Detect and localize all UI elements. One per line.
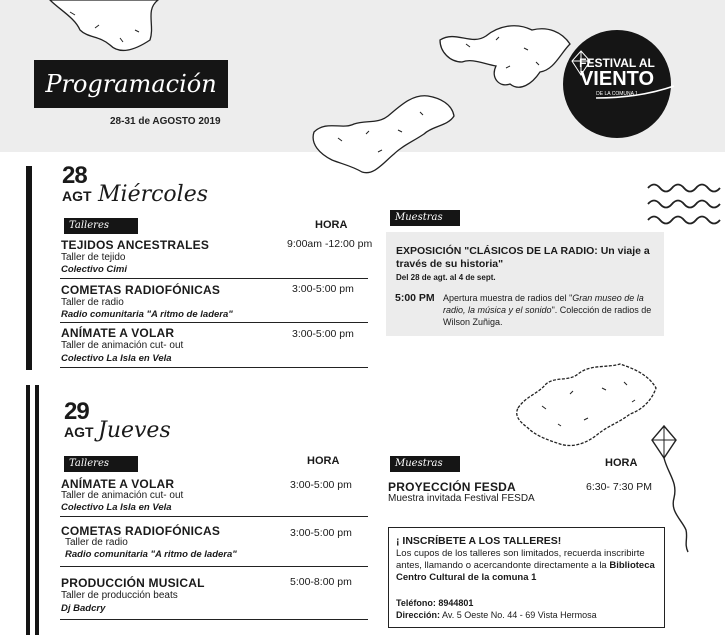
island-illustration-day2 [512,360,662,452]
day1-event-2-org: Radio comunitaria "A ritmo de ladera" [61,309,233,320]
day1-event-1-org: Colectivo Cimi [61,264,127,275]
island-illustration-center [308,90,458,180]
logo-line-1: FESTIVAL AL [579,56,655,70]
day2-event-3-time: 5:00-8:00 pm [290,576,352,588]
day2-number: 29 [64,398,89,425]
day2-divider-3 [60,619,368,620]
festival-logo [563,30,671,138]
logo-swoosh [596,86,676,100]
day2-event-3-title: PRODUCCIÓN MUSICAL [61,576,205,590]
island-illustration-top-right [436,18,576,96]
day1-hora-label: HORA [315,219,348,231]
day1-event-2-subtitle: Taller de radio [61,297,124,308]
page-title: Programación [34,60,228,108]
day2-divider-2 [60,566,368,567]
day2-event-2-org: Radio comunitaria "A ritmo de ladera" [65,549,237,560]
day1-event-2-title: COMETAS RADIOFÓNICAS [61,283,221,297]
day2-name: Jueves [98,418,171,443]
day2-event-3-subtitle: Taller de producción beats [61,590,178,601]
day2-month: AGT [64,424,94,440]
day1-divider-1 [60,278,368,279]
inscription-phone: Teléfono: 8944801 [396,598,474,608]
day1-event-3-time: 3:00-5:00 pm [292,328,354,340]
day2-hora-label: HORA [307,455,340,467]
day2-event-1-org: Colectivo La Isla en Vela [61,502,172,513]
day1-month: AGT [62,188,92,204]
day2-event-2-subtitle: Taller de radio [65,537,128,548]
day1-event-3-subtitle: Taller de animación cut- out [61,340,184,351]
day2-event-3-org: Dj Badcry [61,603,106,614]
day2-side-bar-inner [35,385,39,635]
day2-muestras-tag: Muestras [390,456,460,472]
day1-event-2-time: 3:00-5:00 pm [292,283,354,295]
day2-event-2-title: COMETAS RADIOFÓNICAS [61,524,221,538]
event-dates: 28-31 de AGOSTO 2019 [110,116,221,127]
day2-muestra-subtitle: Muestra invitada Festival FESDA [388,493,535,504]
day2-event-1-title: ANÍMATE A VOLAR [61,477,175,491]
day2-divider-1 [60,516,368,517]
day1-muestra-dates: Del 28 de agt. al 4 de sept. [396,273,496,282]
day1-event-3-org: Colectivo La Isla en Vela [61,353,172,364]
day2-muestra-time: 6:30- 7:30 PM [586,481,652,493]
day1-divider-3 [60,367,368,368]
day1-event-1-title: TEJIDOS ANCESTRALES [61,238,210,252]
day2-event-2-time: 3:00-5:00 pm [290,527,352,539]
day2-muestras-hora-label: HORA [605,457,638,469]
day1-side-bar [26,166,32,370]
inscription-title: ¡ INSCRÍBETE A LOS TALLERES! [396,535,562,547]
day2-event-1-subtitle: Taller de animación cut- out [61,490,184,501]
logo-line-2: VIENTO [579,68,655,90]
day1-muestra-description: Apertura muestra de radios del "Gran museo de la radio, la música y el sonido". Colección de radios de Wilson Zuñiga. [443,293,652,327]
day2-talleres-tag: Talleres [64,456,138,472]
day1-number: 28 [62,162,87,189]
day1-event-1-subtitle: Taller de tejido [61,252,126,263]
day2-event-1-time: 3:00-5:00 pm [290,479,352,491]
day1-divider-2 [60,322,368,323]
day1-event-3-title: ANÍMATE A VOLAR [61,326,175,340]
day1-muestra-title: EXPOSICIÓN "CLÁSICOS DE LA RADIO: Un viaje a través de su historia" [396,245,650,270]
day1-name: Miércoles [98,182,209,207]
day1-muestras-tag: Muestras [390,210,460,226]
day2-side-bar-outer [26,385,30,635]
day2-muestra-title: PROYECCIÓN FESDA [388,480,516,494]
day1-muestra-time: 5:00 PM [395,292,435,304]
day1-talleres-tag: Talleres [64,218,138,234]
wave-decoration [646,180,724,230]
logo-line-3: DE LA COMUNA 1 [596,91,638,97]
day1-event-1-time: 9:00am -12:00 pm [287,238,373,250]
inscription-address: Dirección: Av. 5 Oeste No. 44 - 69 Vista Hermosa [396,610,597,620]
inscription-text: Los cupos de los talleres son limitados, recuerda inscribirte antes, llamando o acercandonte directamente a la Biblioteca Centro Cultural de la comuna 1 [396,548,655,583]
